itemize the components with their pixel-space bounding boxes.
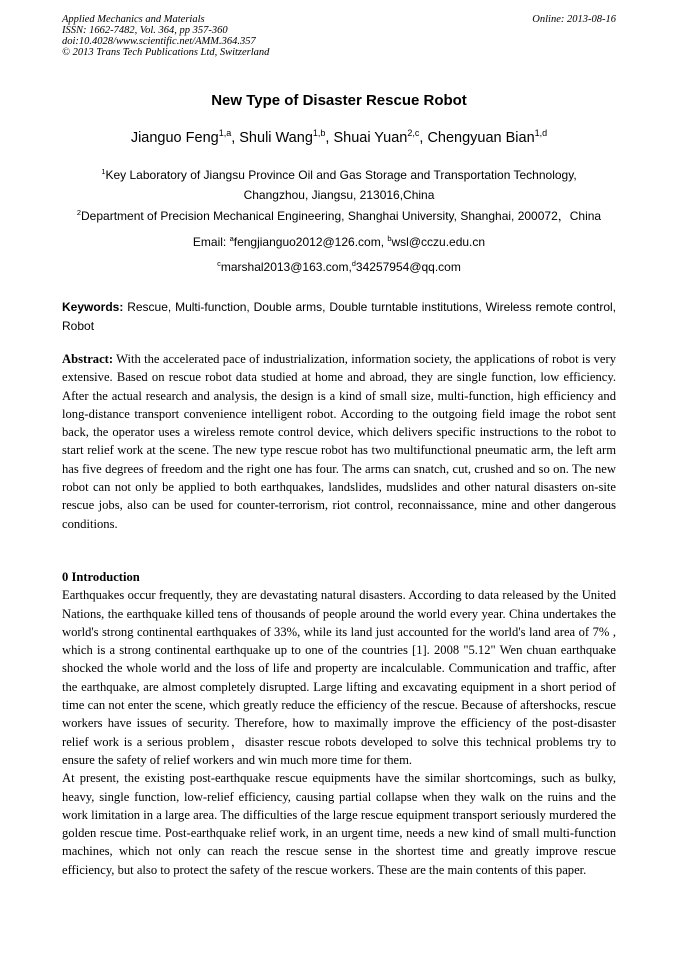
email-sup: a [229, 234, 234, 243]
online-date: Online: 2013-08-16 [532, 14, 616, 25]
author-name: Shuli Wang [239, 130, 313, 146]
affiliation-sup: 2 [76, 208, 82, 217]
abstract [62, 350, 616, 533]
email-sup: d [351, 259, 356, 268]
email-address: marshal2013@163.com, [220, 260, 352, 274]
affiliation-2 [62, 206, 616, 226]
abstract-label: Abstract: [62, 352, 114, 366]
abstract-paragraph [62, 350, 616, 533]
email-sup: c [217, 259, 221, 268]
paper-title: New Type of Disaster Rescue Robot [211, 92, 467, 109]
email-address: 34257954@qq.com [355, 260, 461, 274]
author-separator: , [325, 130, 334, 146]
author-list [0, 130, 678, 146]
author-separator: , [419, 130, 428, 146]
body-paragraph: Earthquakes occur frequently, they are devastating natural disasters. According to data released by the United Nations, the earthquake killed tens of thousands of people around the world every year. China undertakes the world's strong continental earthquakes of 33%, while its land just accounted for the world's land area of 7% , which is a strong continental earthquake up to one of the countries [1]. 2008 "5.12" Wen chuan earthquake shocked the whole world and the loss of life and property are incalculable. Communication and traffic, after the earthquake, are almost completely disrupted. Large lifting and excavating equipment in a short period of time can not enter the scene, which greatly reduce the efficiency of the rescue. Because of aftershocks, rescue workers have issues of security. Therefore, how to maximally improve the efficiency of the post-disaster relief work is a serious problem，disaster rescue robots developed to solve this technical problems try to ensure the safety of relief workers and win much more time for them. [62, 588, 616, 767]
author-affil-sup: 1,d [534, 128, 548, 139]
author-name: Jianguo Feng [130, 130, 219, 146]
author-separator: , [231, 130, 240, 146]
email-sup: b [387, 234, 392, 243]
journal-name: Applied Mechanics and Materials [62, 14, 205, 25]
author-affil-sup: 1,a [218, 128, 232, 139]
affiliation-1-line-2: Changzhou, Jiangsu, 213016,China [243, 188, 435, 202]
keywords-text: Rescue, Multi-function, Double arms, Double turntable institutions, Wireless remote control, Robot [62, 300, 616, 333]
keywords-label: Keywords: [62, 300, 124, 314]
abstract-text: With the accelerated pace of industrialization, information society, the applications of robot is very extensive. Based on rescue robot data studied at home and abroad, they are single function, low efficiency. After the actual research and analysis, the design is a kind of small size, multi-function, high efficiency and long-distance transport convenience intelligent robot. According to the outgoing field image the robot sent back, the operator uses a wireless remote control device, which delivers specific instructions to the robot to start relief work at the scene. The new type rescue robot has two multifunctional pneumatic arm, the left arm has five degrees of freedom and the right one has four. The arms can snatch, cut, crushed and so on. The new robot can not only be applied to both earthquakes, landslides, mudslides and other natural disasters on-site rescue jobs, also can be used for counter-terrorism, riot control, reconnaissance, mine and other dangerous conditions. [62, 352, 616, 531]
affiliation-1 [62, 165, 616, 205]
affiliation-1-line-1 [62, 165, 616, 185]
affiliation-sup: 1 [101, 167, 106, 176]
email-line-2 [62, 257, 616, 277]
introduction-section [62, 568, 616, 879]
author-name: Chengyuan Bian [427, 130, 535, 146]
section-heading: 0 Introduction [62, 570, 140, 584]
author-affil-sup: 1,b [312, 128, 326, 139]
journal-header [62, 14, 616, 58]
copyright-line: © 2013 Trans Tech Publications Ltd, Switzerland [62, 47, 270, 58]
author-name: Shuai Yuan [333, 130, 408, 146]
issn-line: ISSN: 1662-7482, Vol. 364, pp 357-360 [62, 25, 228, 36]
affiliation-text: Department of Precision Mechanical Engineering, Shanghai University, Shanghai, 200072，China [81, 209, 602, 223]
affiliation-text: Key Laboratory of Jiangsu Province Oil and Gas Storage and Transportation Technology, [105, 168, 577, 182]
doi-line: doi:10.4028/www.scientific.net/AMM.364.357 [62, 36, 256, 47]
keywords [62, 298, 616, 336]
email-line-1 [62, 232, 616, 252]
body-paragraph: At present, the existing post-earthquake rescue equipments have the similar shortcomings, such as bulky, heavy, single function, low-relief efficiency, causing partial collapse when they walk on the ruins and the work limitation in a large area. The difficulties of the large rescue equipment transport seriously murdered the golden rescue time. Post-earthquake relief work, in an urgent time, needs a new kind of small multi-function machines, which not only can reach the rescue sense in the shortest time and greatly improve rescue efficiency, but also to protect the safety of the rescue workers. These are the main contents of this paper. [62, 771, 616, 877]
email-label: Email: [192, 235, 230, 249]
email-address: fengjianguo2012@126.com, [233, 235, 388, 249]
email-address: wsl@cczu.edu.cn [391, 235, 486, 249]
author-affil-sup: 2,c [407, 128, 420, 139]
